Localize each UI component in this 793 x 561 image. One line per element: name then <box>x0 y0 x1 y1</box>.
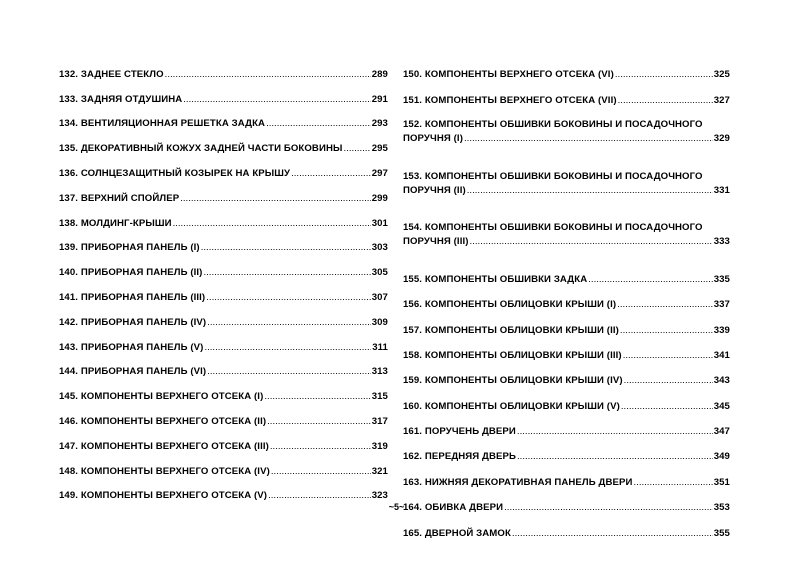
dot-leader <box>343 143 370 155</box>
toc-entry-label: 137. ВЕРХНИЙ СПОЙЛЕР <box>59 192 180 204</box>
toc-entry[interactable] <box>403 56 730 81</box>
toc-entry-page: 299 <box>371 192 388 204</box>
toc-entry[interactable] <box>59 329 388 354</box>
toc-entry[interactable] <box>59 56 388 81</box>
dot-leader <box>266 118 371 130</box>
toc-entry-page: 331 <box>713 184 730 196</box>
toc-entry[interactable] <box>403 413 730 438</box>
toc-entry-page: 325 <box>713 69 730 81</box>
toc-entry-label: 144. ПРИБОРНАЯ ПАНЕЛЬ (VI) <box>59 366 207 378</box>
dot-leader <box>588 274 712 286</box>
toc-entry-page: 295 <box>371 143 388 155</box>
toc-entry-page: 347 <box>713 426 730 438</box>
dot-leader <box>517 426 713 438</box>
dot-leader <box>203 267 370 279</box>
toc-entry[interactable] <box>59 428 388 453</box>
dot-leader <box>470 236 713 248</box>
toc-entry-label: 149. КОМПОНЕНТЫ ВЕРХНЕГО ОТСЕКА (V) <box>59 490 268 502</box>
toc-entry-page: 335 <box>713 273 730 285</box>
toc-entry-label: 142. ПРИБОРНАЯ ПАНЕЛЬ (IV) <box>59 316 207 328</box>
toc-entry-page: 309 <box>371 316 388 328</box>
toc-entry-label: 133. ЗАДНЯЯ ОТДУШИНА <box>59 93 183 105</box>
toc-entry-page: 289 <box>371 68 388 80</box>
toc-entry[interactable] <box>403 171 730 210</box>
toc-entry[interactable] <box>59 205 388 230</box>
toc-entry-label: 161. ПОРУЧЕНЬ ДВЕРИ <box>403 426 516 438</box>
dot-leader <box>183 94 370 106</box>
toc-entry[interactable] <box>403 463 730 488</box>
dot-leader <box>165 69 371 81</box>
toc-entry-page: 297 <box>371 167 388 179</box>
toc-entry-page: 319 <box>371 440 388 452</box>
dot-leader <box>180 193 370 205</box>
toc-entry-page: 343 <box>713 375 730 387</box>
toc-entry-page: 351 <box>713 476 730 488</box>
toc-entry-label: 134. ВЕНТИЛЯЦИОННАЯ РЕШЕТКА ЗАДКА <box>59 118 266 130</box>
toc-entry[interactable] <box>403 311 730 336</box>
toc-entry-page: 307 <box>371 291 388 303</box>
dot-leader <box>204 342 371 354</box>
dot-leader <box>267 416 371 428</box>
toc-entry-label: 148. КОМПОНЕНТЫ ВЕРХНЕГО ОТСЕКА (IV) <box>59 465 270 477</box>
toc-entry-label: 141. ПРИБОРНАЯ ПАНЕЛЬ (III) <box>59 291 206 303</box>
dot-leader <box>615 69 713 81</box>
toc-entry[interactable] <box>59 106 388 131</box>
toc-entry-page: 327 <box>713 94 730 106</box>
toc-entry-page: 341 <box>713 349 730 361</box>
toc-entry-page: 291 <box>371 93 388 105</box>
toc-entry-page: 355 <box>713 527 730 539</box>
toc-entry[interactable] <box>403 286 730 311</box>
toc-entry-page: 345 <box>713 400 730 412</box>
toc-entry-page: 303 <box>371 242 388 254</box>
toc-entry-page: 323 <box>371 490 388 502</box>
dot-leader <box>173 218 371 230</box>
toc-entry[interactable] <box>403 362 730 387</box>
toc-entry-page: 337 <box>713 299 730 311</box>
toc-entry-label: 151. КОМПОНЕНТЫ ВЕРХНЕГО ОТСЕКА (VII) <box>403 94 617 106</box>
toc-entry-label: 150. КОМПОНЕНТЫ ВЕРХНЕГО ОТСЕКА (VI) <box>403 69 614 81</box>
toc-entry-label: 160. КОМПОНЕНТЫ ОБЛИЦОВКИ КРЫШИ (V) <box>403 400 620 412</box>
toc-entry[interactable] <box>403 81 730 106</box>
toc-entry-label: 165. ДВЕРНОЙ ЗАМОК <box>403 527 511 539</box>
toc-entry-page: 293 <box>371 118 388 130</box>
toc-entry-label: 154. КОМПОНЕНТЫ ОБШИВКИ БОКОВИНЫ И ПОСАДОЧНОГО <box>403 221 703 233</box>
dot-leader <box>207 366 370 378</box>
toc-entry-label: 140. ПРИБОРНАЯ ПАНЕЛЬ (II) <box>59 267 203 279</box>
toc-entry[interactable] <box>59 155 388 180</box>
toc-entry-label: 139. ПРИБОРНАЯ ПАНЕЛЬ (I) <box>59 242 200 254</box>
toc-entry[interactable] <box>403 438 730 463</box>
dot-leader <box>291 168 371 180</box>
toc-entry[interactable] <box>403 387 730 412</box>
toc-entry-label-continued: ПОРУЧНЯ (III) <box>403 235 469 247</box>
toc-entry[interactable] <box>59 130 388 155</box>
dot-leader <box>268 490 371 502</box>
toc-entry-label: 163. НИЖНЯЯ ДЕКОРАТИВНАЯ ПАНЕЛЬ ДВЕРИ <box>403 476 633 488</box>
dot-leader <box>270 441 371 453</box>
dot-leader <box>618 95 713 107</box>
toc-entry[interactable] <box>403 260 730 285</box>
toc-entry-label: 138. МОЛДИНГ-КРЫШИ <box>59 217 172 229</box>
toc-entry-label: 155. КОМПОНЕНТЫ ОБШИВКИ ЗАДКА <box>403 273 588 285</box>
toc-left-column <box>59 56 388 502</box>
page-number: ~5~ <box>388 502 405 512</box>
toc-entry[interactable] <box>59 254 388 279</box>
dot-leader <box>467 185 713 197</box>
dot-leader <box>271 466 371 478</box>
toc-entry-page: 333 <box>713 235 730 247</box>
toc-entry-page: 311 <box>372 341 388 353</box>
toc-entry-page: 321 <box>371 465 388 477</box>
toc-entry[interactable] <box>403 337 730 362</box>
toc-entry-page: 329 <box>713 133 730 145</box>
dot-leader <box>620 325 713 337</box>
toc-entry-label: 135. ДЕКОРАТИВНЫЙ КОЖУХ ЗАДНЕЙ ЧАСТИ БОКОВИНЫ <box>59 143 343 155</box>
toc-entry-label-continued: ПОРУЧНЯ (I) <box>403 133 463 145</box>
toc-entry-page: 305 <box>371 267 388 279</box>
dot-leader <box>201 242 371 254</box>
dot-leader <box>264 391 370 403</box>
toc-entry[interactable] <box>59 279 388 304</box>
toc-entry[interactable] <box>403 119 730 158</box>
toc-entry-page: 315 <box>371 391 388 403</box>
toc-entry-page: 301 <box>371 217 388 229</box>
toc-entry-label-continued: ПОРУЧНЯ (II) <box>403 184 466 196</box>
toc-entry-label: 162. ПЕРЕДНЯЯ ДВЕРЬ <box>403 451 517 463</box>
toc-entry-label: 164. ОБИВКА ДВЕРИ <box>403 502 504 514</box>
toc-entry-label: 157. КОМПОНЕНТЫ ОБЛИЦОВКИ КРЫШИ (II) <box>403 324 619 336</box>
toc-entry-label: 158. КОМПОНЕНТЫ ОБЛИЦОВКИ КРЫШИ (III) <box>403 349 622 361</box>
toc-entry[interactable] <box>59 230 388 255</box>
toc-entry-page: 339 <box>713 324 730 336</box>
toc-entry-label: 159. КОМПОНЕНТЫ ОБЛИЦОВКИ КРЫШИ (IV) <box>403 375 623 387</box>
toc-entry[interactable] <box>59 354 388 379</box>
dot-leader <box>206 292 370 304</box>
toc-entry-label: 156. КОМПОНЕНТЫ ОБЛИЦОВКИ КРЫШИ (I) <box>403 299 617 311</box>
toc-entry-page: 313 <box>371 366 388 378</box>
dot-leader <box>517 451 713 463</box>
toc-entry[interactable] <box>403 514 730 539</box>
dot-leader <box>623 350 713 362</box>
toc-entry-label: 143. ПРИБОРНАЯ ПАНЕЛЬ (V) <box>59 341 204 353</box>
toc-entry-label: 152. КОМПОНЕНТЫ ОБШИВКИ БОКОВИНЫ И ПОСАДОЧНОГО <box>403 119 703 131</box>
dot-leader <box>207 317 370 329</box>
toc-entry-label: 153. КОМПОНЕНТЫ ОБШИВКИ БОКОВИНЫ И ПОСАДОЧНОГО <box>403 170 703 182</box>
dot-leader <box>633 477 712 489</box>
dot-leader <box>624 375 713 387</box>
toc-entry-label: 132. ЗАДНЕЕ СТЕКЛО <box>59 68 164 80</box>
toc-entry[interactable] <box>59 304 388 329</box>
dot-leader <box>464 133 713 145</box>
toc-entry-label: 145. КОМПОНЕНТЫ ВЕРХНЕГО ОТСЕКА (I) <box>59 391 264 403</box>
toc-entry[interactable] <box>403 222 730 261</box>
toc-entry[interactable] <box>59 378 388 403</box>
toc-entry-label: 146. КОМПОНЕНТЫ ВЕРХНЕГО ОТСЕКА (II) <box>59 415 267 427</box>
toc-entry-page: 317 <box>371 415 388 427</box>
toc-entry-page: 349 <box>713 451 730 463</box>
toc-entry[interactable] <box>59 478 388 503</box>
toc-entry[interactable] <box>59 81 388 106</box>
dot-leader <box>621 401 713 413</box>
toc-entry[interactable] <box>59 180 388 205</box>
dot-leader <box>512 528 713 540</box>
toc-entry-page: 353 <box>713 502 730 514</box>
toc-entry[interactable] <box>59 403 388 428</box>
toc-entry-label: 147. КОМПОНЕНТЫ ВЕРХНЕГО ОТСЕКА (III) <box>59 440 269 452</box>
toc-entry-label: 136. СОЛНЦЕЗАЩИТНЫЙ КОЗЫРЕК НА КРЫШУ <box>59 167 291 179</box>
toc-entry[interactable] <box>59 453 388 478</box>
dot-leader <box>617 299 713 311</box>
toc-right-column <box>403 56 730 540</box>
